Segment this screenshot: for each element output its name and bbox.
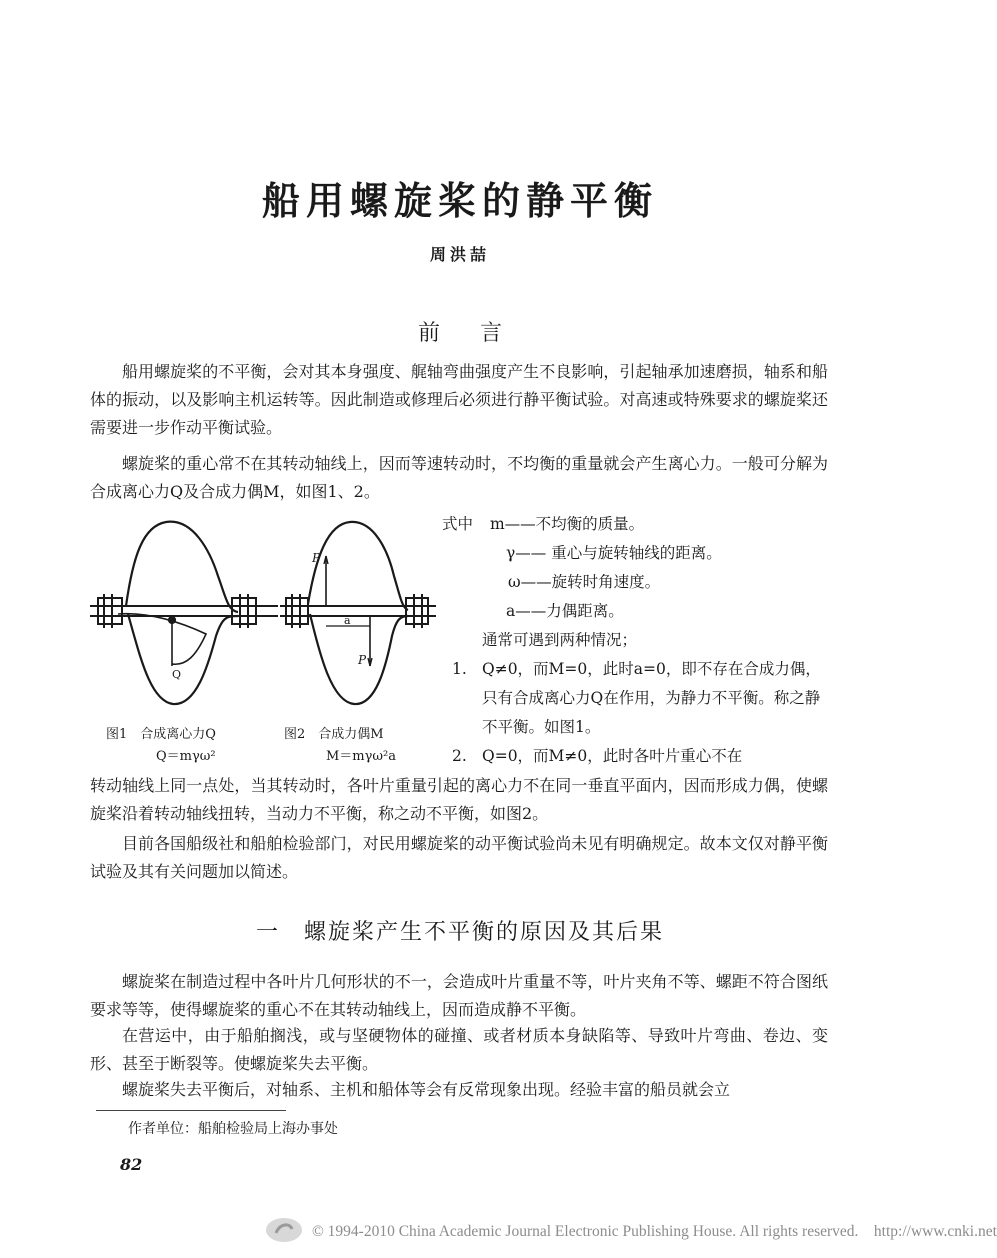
cases-intro: 通常可遇到两种情况； bbox=[482, 631, 638, 649]
figure-2-formula: M＝mγω²a bbox=[326, 749, 396, 764]
case-1 bbox=[442, 655, 832, 742]
figure-1-propeller bbox=[90, 522, 278, 704]
paragraph-3: 目前各国船级社和船舶检验部门，对民用螺旋桨的动平衡试验尚未见有明确规定。故本文仅对静平衡试验及其有关问题加以简述。 bbox=[90, 834, 828, 881]
figure-2-caption-block bbox=[284, 724, 396, 768]
paragraph-6: 螺旋桨失去平衡后，对轴系、主机和船体等会有反常现象出现。经验丰富的船员就会立 bbox=[122, 1080, 731, 1099]
section-preface-heading: 前言 bbox=[417, 321, 542, 346]
definition-a: a——力偶距离。 bbox=[506, 602, 624, 620]
copyright-text: © 1994-2010 China Academic Journal Electronic Publishing House. All rights reserved. http://www.cnki.net bbox=[312, 1223, 997, 1240]
figure-2-caption: 图2 合成力偶M bbox=[284, 727, 384, 742]
figure-2-label-p-bottom: P bbox=[358, 653, 367, 667]
footnote-rule bbox=[96, 1110, 286, 1111]
page-number: 82 bbox=[120, 1155, 143, 1174]
case-2-number: 2. bbox=[452, 747, 467, 765]
paragraph-5: 在营运中，由于船舶搁浅，或与坚硬物体的碰撞、或者材质本身缺陷等、导致叶片弯曲、卷边、变形、甚至于断裂等。使螺旋桨失去平衡。 bbox=[90, 1026, 828, 1073]
case-2 bbox=[442, 742, 832, 771]
article-author: 周洪喆 bbox=[429, 245, 490, 264]
case-1-text: Q≠0，而M=0，此时a=0，即不存在合成力偶，只有合成离心力Q在作用，为静力不平衡。称之静不平衡。如图1。 bbox=[482, 660, 821, 736]
paragraph-case-2-continued: 转动轴线上同一点处，当其转动时，各叶片重量引起的离心力不在同一垂直平面内，因而形成力偶，使螺旋桨沿着转动轴线扭转，当动力不平衡，称之动不平衡，如图2。 bbox=[90, 776, 828, 823]
cnki-logo-icon bbox=[264, 1215, 304, 1245]
figure-1-2-diagrams bbox=[88, 516, 438, 726]
case-1-number: 1. bbox=[452, 660, 467, 678]
author-affiliation: 作者单位：船舶检验局上海办事处 bbox=[128, 1121, 338, 1137]
figure-1-formula: Q＝mγω² bbox=[156, 749, 216, 764]
paragraph-1: 船用螺旋桨的不平衡，会对其本身强度、艉轴弯曲强度产生不良影响，引起轴承加速磨损，轴系和船体的振动，以及影响主机运转等。因此制造或修理后必须进行静平衡试验。对高速或特殊要求的螺旋桨还需要进一步作动平衡试验。 bbox=[90, 362, 828, 437]
figure-2-label-p-top: P bbox=[312, 551, 321, 565]
figure-2-label-a: a bbox=[344, 614, 351, 627]
definitions-intro: 式中 bbox=[442, 515, 474, 533]
case-2-text: Q=0，而M≠0，此时各叶片重心不在 bbox=[482, 747, 743, 765]
definition-omega: ω——旋转时角速度。 bbox=[508, 573, 661, 591]
article-title: 船用螺旋桨的静平衡 bbox=[261, 178, 658, 223]
definition-m-row bbox=[442, 510, 832, 539]
section-1-heading: 一 螺旋桨产生不平衡的原因及其后果 bbox=[255, 920, 664, 945]
paragraph-4: 螺旋桨在制造过程中各叶片几何形状的不一，会造成叶片重量不等，叶片夹角不等、螺距不符合图纸要求等等，使得螺旋桨的重心不在其转动轴线上，因而造成静不平衡。 bbox=[90, 972, 828, 1019]
definition-gamma: γ—— 重心与旋转轴线的距离。 bbox=[506, 544, 722, 562]
copyright-footer bbox=[0, 1205, 997, 1258]
figure-1-label-q: Q bbox=[172, 668, 182, 681]
paragraph-2: 螺旋桨的重心常不在其转动轴线上，因而等速转动时，不均衡的重量就会产生离心力。一般可分解为合成离心力Q及合成力偶M，如图1、2。 bbox=[90, 454, 828, 501]
definition-m: m——不均衡的质量。 bbox=[489, 515, 645, 533]
figure-1-caption-block bbox=[106, 724, 216, 768]
figure-2-propeller bbox=[280, 522, 436, 704]
definitions-column bbox=[442, 510, 832, 771]
figure-1-caption: 图1 合成离心力Q bbox=[106, 727, 216, 742]
